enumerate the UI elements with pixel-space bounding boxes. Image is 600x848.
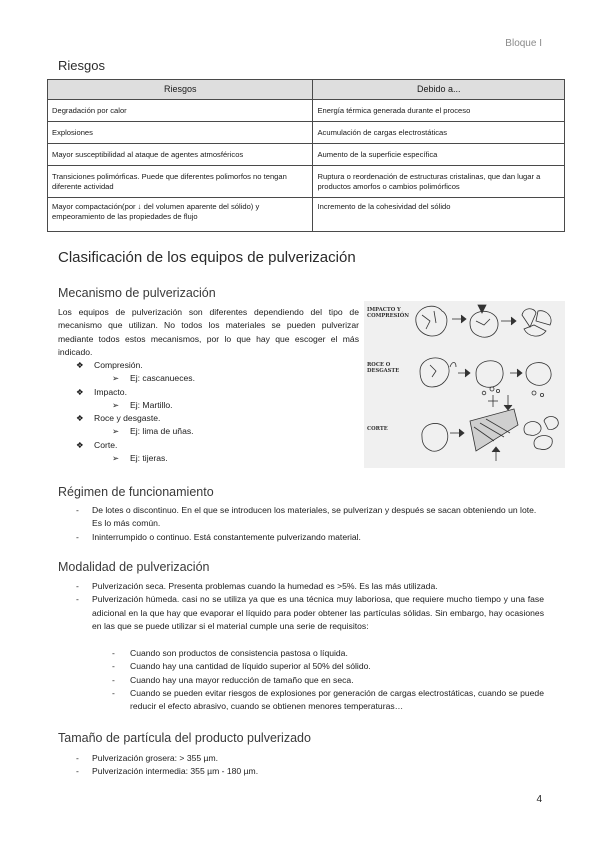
column-header: Debido a... bbox=[313, 80, 565, 100]
list-item: - Cuando hay una mayor reducción de tamaño que en seca. bbox=[58, 674, 544, 687]
figure-label-corte: CORTE bbox=[367, 426, 388, 432]
list-item: - Pulverización húmeda. casi no se utiliza ya que es una técnica muy laboriosa, que requiere mucho tiempo y una fase adicional en la que hay que evaporar el líquido para poder obtener las partículas sólidas. Sin embargo, hay ocasiones en las que se puede utilizar si el material cumple una serie de requisitos: bbox=[76, 594, 544, 631]
table-row bbox=[48, 166, 565, 198]
list-item: ❖ Compresión. bbox=[58, 359, 358, 372]
mechanisms-diagram bbox=[364, 301, 565, 468]
dash-bullet-icon: - bbox=[76, 766, 79, 777]
list-item: - Pulverización grosera: > 355 µm. bbox=[58, 752, 544, 765]
mechanisms-figure bbox=[364, 301, 565, 468]
section-header: Bloque I bbox=[505, 38, 542, 49]
figure-label-impacto: IMPACTO Y COMPRESIÓN bbox=[367, 307, 409, 319]
arrow-bullet-icon: ➢ bbox=[112, 453, 120, 464]
diamond-bullet-icon: ❖ bbox=[76, 439, 84, 450]
list-item: ➢ Ej: Martillo. bbox=[58, 399, 358, 412]
table-cell: Incremento de la cohesividad del sólido bbox=[313, 198, 565, 232]
riesgos-table bbox=[47, 79, 565, 232]
table-header-row bbox=[48, 80, 565, 100]
tamano-list bbox=[58, 752, 544, 779]
dash-bullet-icon: - bbox=[112, 674, 115, 685]
mecanismo-list bbox=[58, 359, 358, 465]
table-row bbox=[48, 122, 565, 144]
table-row bbox=[48, 198, 565, 232]
dash-bullet-icon: - bbox=[76, 753, 79, 763]
dash-bullet-icon: - bbox=[76, 581, 79, 591]
figure-label-roce: ROCE O DESGASTE bbox=[367, 362, 400, 374]
table-cell: Aumento de la superficie específica bbox=[313, 144, 565, 166]
list-item: - Ininterrumpido o continuo. Está constantemente pulverizando material. bbox=[58, 531, 544, 544]
modalidad-list bbox=[58, 580, 544, 633]
diamond-bullet-icon: ❖ bbox=[76, 386, 84, 397]
tamano-heading: Tamaño de partícula del producto pulverizado bbox=[58, 731, 311, 745]
list-item: - De lotes o discontinuo. En el que se introducen los materiales, se pulverizan y después se sacan obteniendo un lote. Es lo más común. bbox=[76, 505, 537, 529]
modalidad-heading: Modalidad de pulverización bbox=[58, 560, 210, 574]
regimen-list bbox=[58, 504, 544, 544]
dash-bullet-icon: - bbox=[112, 687, 115, 698]
requisitos-list bbox=[58, 647, 544, 713]
table-cell: Degradación por calor bbox=[48, 100, 313, 122]
table-cell: Acumulación de cargas electrostáticas bbox=[313, 122, 565, 144]
list-item: ➢ Ej: cascanueces. bbox=[58, 372, 358, 385]
list-item: ❖ Corte. bbox=[58, 439, 358, 452]
arrow-bullet-icon: ➢ bbox=[112, 373, 120, 384]
diamond-bullet-icon: ❖ bbox=[76, 360, 84, 370]
section-title: Clasificación de los equipos de pulverización bbox=[58, 249, 356, 266]
dash-bullet-icon: - bbox=[76, 594, 79, 605]
dash-bullet-icon: - bbox=[76, 531, 79, 542]
page-number: 4 bbox=[536, 794, 542, 805]
list-item: - Pulverización seca. Presenta problemas cuando la humedad es >5%. Es las más utilizada. bbox=[58, 580, 544, 593]
list-item: - Cuando son productos de consistencia pastosa o líquida. bbox=[58, 647, 544, 660]
list-item: - Pulverización intermedia: 355 µm - 180 µm. bbox=[58, 765, 544, 778]
dash-bullet-icon: - bbox=[112, 661, 115, 672]
list-item: ➢ Ej: tijeras. bbox=[58, 452, 358, 465]
table-row bbox=[48, 144, 565, 166]
list-item: ❖ Roce y desgaste. bbox=[58, 412, 358, 425]
table-cell: Ruptura o reordenación de estructuras cristalinas, que dan lugar a productos amorfos o cambios polimórficos bbox=[313, 166, 565, 198]
table-cell: Explosiones bbox=[48, 122, 313, 144]
column-header: Riesgos bbox=[48, 80, 313, 100]
table-cell: Transiciones polimórficas. Puede que diferentes polimorfos no tengan diferente actividad bbox=[48, 166, 313, 198]
list-item: ➢ Ej: lima de uñas. bbox=[58, 425, 358, 438]
table-cell: Mayor susceptibilidad al ataque de agentes atmosféricos bbox=[48, 144, 313, 166]
list-item: - Cuando hay una cantidad de líquido superior al 50% del sólido. bbox=[58, 660, 544, 673]
riesgos-heading: Riesgos bbox=[58, 58, 105, 73]
table-cell: Energía térmica generada durante el proceso bbox=[313, 100, 565, 122]
arrow-bullet-icon: ➢ bbox=[112, 399, 120, 410]
table-row bbox=[48, 100, 565, 122]
list-item: - Cuando se pueden evitar riesgos de explosiones por generación de cargas electrostáticas, cuando se puede reducir el efecto abrasivo, cuando se obtienen menores temperaturas… bbox=[112, 687, 544, 712]
mecanismo-heading: Mecanismo de pulverización bbox=[58, 286, 216, 300]
list-item: ❖ Impacto. bbox=[58, 386, 358, 399]
mecanismo-intro: Los equipos de pulverización son diferentes dependiendo del tipo de mecanismo que utilizan. No todos los materiales se pueden pulverizar mediante todos estos mecanismos, por lo que hay que escoger el más indicado. bbox=[58, 307, 359, 357]
dash-bullet-icon: - bbox=[76, 505, 79, 515]
dash-bullet-icon: - bbox=[112, 648, 115, 658]
table-cell: Mayor compactación(por ↓ del volumen aparente del sólido) y empeoramiento de las propiedades de flujo bbox=[48, 198, 313, 232]
regimen-heading: Régimen de funcionamiento bbox=[58, 485, 214, 499]
diamond-bullet-icon: ❖ bbox=[76, 413, 84, 424]
arrow-bullet-icon: ➢ bbox=[112, 426, 120, 437]
